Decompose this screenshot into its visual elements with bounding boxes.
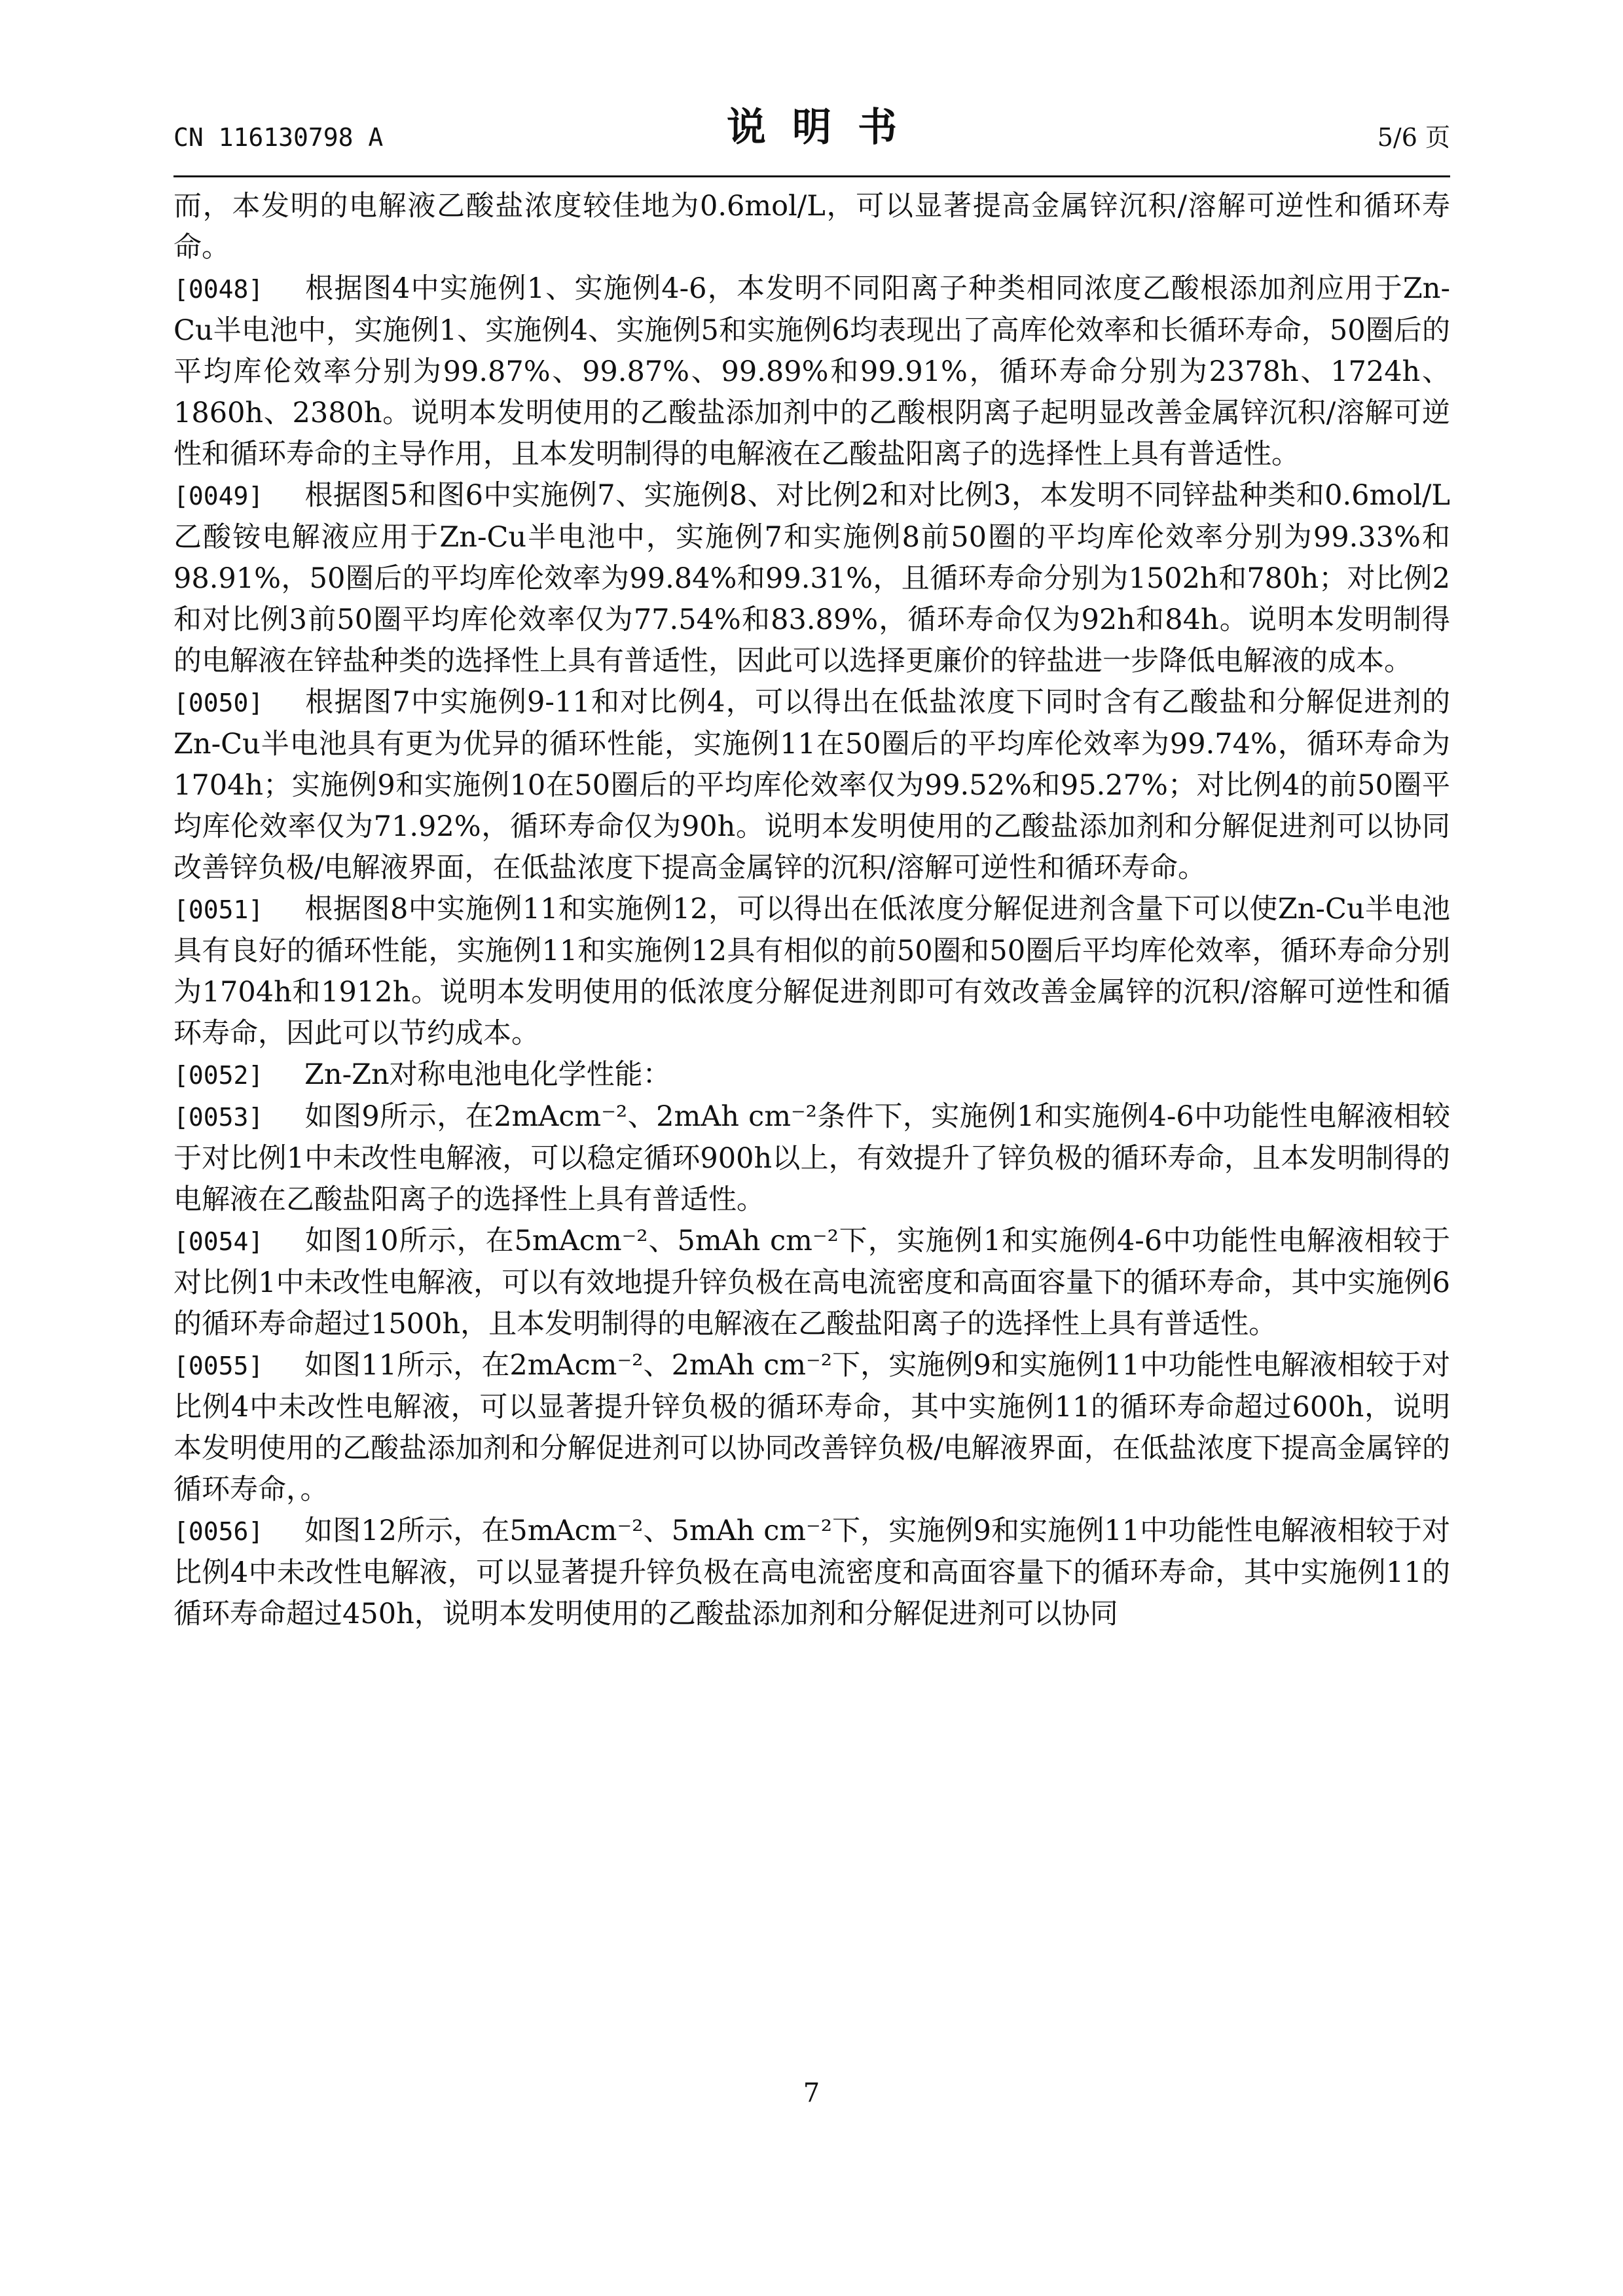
- paragraph-0053: [173, 1096, 1450, 1221]
- paragraph-0052: [173, 1054, 1450, 1096]
- page-header: [173, 98, 1450, 177]
- paragraph-0054: [173, 1221, 1450, 1345]
- paragraph-text: 根据图5和图6中实施例7、实施例8、对比例2和对比例3，本发明不同锌盐种类和0.6mol/L乙酸铵电解液应用于Zn-Cu半电池中，实施例7和实施例8前50圈的平均库伦效率分别为99.33%和98.91%，50圈后的平均库伦效率为99.84%和99.31%，且循环寿命分别为1502h和780h；对比例2和对比例3前50圈平均库伦效率仅为77.54%和83.89%，循环寿命仅为92h和84h。说明本发明制得的电解液在锌盐种类的选择性上具有普适性，因此可以选择更廉价的锌盐进一步降低电解液的成本。: [173, 479, 1450, 677]
- paragraph-number: [0048]: [173, 275, 264, 304]
- paragraph-text: 如图12所示，在5mAcm⁻²、5mAh cm⁻²下，实施例9和实施例11中功能性电解液相较于对比例4中未改性电解液，可以显著提升锌负极在高电流密度和高面容量下的循环寿命，其中实施例11的循环寿命超过450h，说明本发明使用的乙酸盐添加剂和分解促进剂可以协同: [173, 1515, 1450, 1630]
- paragraph-text: 如图11所示，在2mAcm⁻²、2mAh cm⁻²下，实施例9和实施例11中功能性电解液相较于对比例4中未改性电解液，可以显著提升锌负极的循环寿命，其中实施例11的循环寿命超过600h，说明本发明使用的乙酸盐添加剂和分解促进剂可以协同改善锌负极/电解液界面，在低盐浓度下提高金属锌的循环寿命，。: [173, 1349, 1450, 1506]
- paragraph-number: [0053]: [173, 1103, 264, 1132]
- paragraph-text: 根据图7中实施例9-11和对比例4，可以得出在低盐浓度下同时含有乙酸盐和分解促进剂的Zn-Cu半电池具有更为优异的循环性能，实施例11在50圈后的平均库伦效率为99.74%，循环寿命为1704h；实施例9和实施例10在50圈后的平均库伦效率仅为99.52%和95.27%；对比例4的前50圈平均库伦效率仅为71.92%，循环寿命仅为90h。说明本发明使用的乙酸盐添加剂和分解促进剂可以协同改善锌负极/电解液界面，在低盐浓度下提高金属锌的沉积/溶解可逆性和循环寿命。: [173, 686, 1450, 884]
- paragraph-0050: [173, 682, 1450, 889]
- paragraph-continued: [173, 186, 1450, 268]
- paragraph-0051: [173, 889, 1450, 1054]
- paragraph-text: 根据图8中实施例11和实施例12，可以得出在低浓度分解促进剂含量下可以使Zn-Cu半电池具有良好的循环性能，实施例11和实施例12具有相似的前50圈和50圈后平均库伦效率，循环寿命分别为1704h和1912h。说明本发明使用的低浓度分解促进剂即可有效改善金属锌的沉积/溶解可逆性和循环寿命，因此可以节约成本。: [173, 893, 1450, 1050]
- paragraph-text: 如图9所示，在2mAcm⁻²、2mAh cm⁻²条件下，实施例1和实施例4-6中功能性电解液相较于对比例1中未改性电解液，可以稳定循环900h以上，有效提升了锌负极的循环寿命，且本发明制得的电解液在乙酸盐阳离子的选择性上具有普适性。: [173, 1100, 1450, 1216]
- publication-number: CN 116130798 A: [173, 123, 384, 152]
- paragraph-0056: [173, 1511, 1450, 1635]
- paragraph-number: [0052]: [173, 1061, 264, 1090]
- paragraph-0049: [173, 475, 1450, 682]
- paragraph-0048: [173, 268, 1450, 475]
- document-title: 说明书: [727, 105, 923, 151]
- paragraph-number: [0051]: [173, 895, 264, 924]
- paragraph-number: [0055]: [173, 1352, 264, 1380]
- page-count: 5/6 页: [1377, 123, 1450, 152]
- paragraph-number: [0054]: [173, 1227, 264, 1256]
- page-number: 7: [803, 2078, 820, 2108]
- paragraph-text: 而，本发明的电解液乙酸盐浓度较佳地为0.6mol/L，可以显著提高金属锌沉积/溶解可逆性和循环寿命。: [173, 190, 1450, 264]
- paragraph-text: 如图10所示，在5mAcm⁻²、5mAh cm⁻²下，实施例1和实施例4-6中功能性电解液相较于对比例1中未改性电解液，可以有效地提升锌负极在高电流密度和高面容量下的循环寿命，其中实施例6的循环寿命超过1500h，且本发明制得的电解液在乙酸盐阳离子的选择性上具有普适性。: [173, 1225, 1450, 1340]
- paragraph-0055: [173, 1345, 1450, 1511]
- header-divider: [173, 175, 1450, 177]
- paragraph-number: [0050]: [173, 689, 264, 717]
- paragraph-number: [0056]: [173, 1517, 264, 1546]
- paragraph-text: Zn-Zn对称电池电化学性能：: [304, 1058, 671, 1091]
- paragraph-text: 根据图4中实施例1、实施例4-6，本发明不同阳离子种类相同浓度乙酸根添加剂应用于Zn-Cu半电池中，实施例1、实施例4、实施例5和实施例6均表现出了高库伦效率和长循环寿命，50圈后的平均库伦效率分别为99.87%、99.87%、99.89%和99.91%，循环寿命分别为2378h、1724h、1860h、2380h。说明本发明使用的乙酸盐添加剂中的乙酸根阴离子起明显改善金属锌沉积/溶解可逆性和循环寿命的主导作用，且本发明制得的电解液在乙酸盐阳离子的选择性上具有普适性。: [173, 272, 1450, 471]
- paragraph-number: [0049]: [173, 482, 264, 511]
- document-body: [173, 186, 1450, 1635]
